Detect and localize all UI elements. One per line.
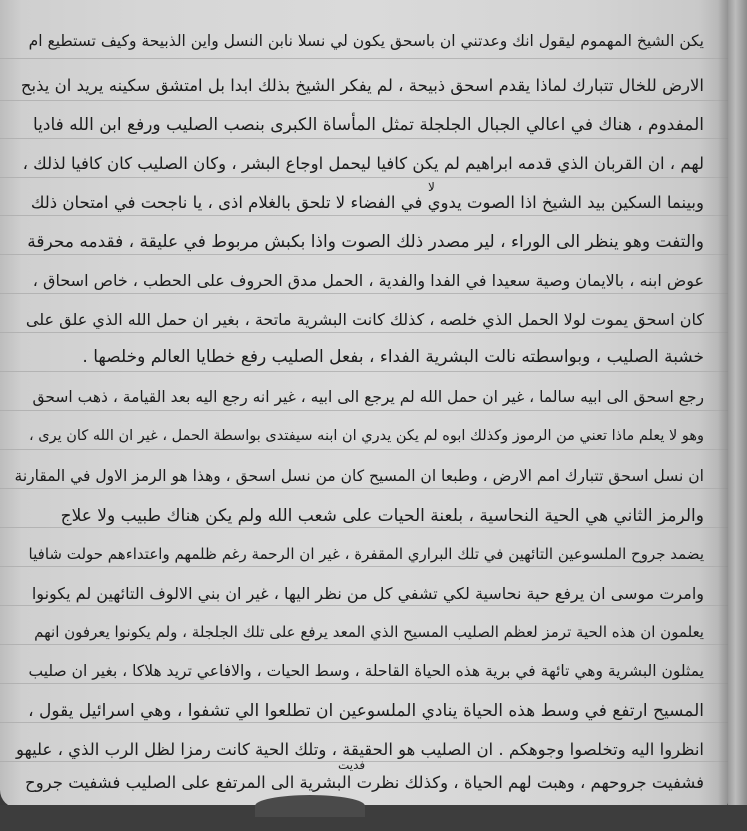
text-line-16: يعلمون ان هذه الحية ترمز لعظم الصليب المسيح الذي المعد يرفع على تلك الجلجلة ، ولم يكونوا يعرفون انهم — [34, 623, 704, 641]
ruled-line — [0, 683, 728, 684]
text-line-9: خشبة الصليب ، وبواسطته نالت البشرية الفداء ، بفعل الصليب رفع خطايا العالم وخلصها . — [82, 347, 704, 367]
text-line-5: وبينما السكين بيد الشيخ اذا الصوت يدوي في الفضاء لا تلحق بالغلام اذى ، يا ناجحت في امتحان ذلك — [30, 193, 704, 212]
text-line-14: يضمد جروح الملسوعين التائهين في تلك البراري المقفرة ، غير ان الرحمة رغم ظلمهم واعتداءهم حولت شافيا — [28, 545, 704, 563]
interlinear-correction: فديت — [338, 758, 366, 772]
text-line-12: ان نسل اسحق تتبارك امم الارض ، وطبعا ان المسيح كان من نسل اسحق ، وهذا هو الرمز الاول في المقارنة — [14, 467, 704, 485]
scan-background — [0, 805, 747, 831]
ruled-line — [0, 644, 728, 645]
ruled-line — [0, 371, 728, 372]
text-line-1: يكن الشيخ المهموم ليقول انك وعدتني ان باسحق يكون لي نسلا نابن النسل واين الذبيحة وكيف تستطيع ام — [28, 32, 704, 50]
text-line-20: فشفيت جروحهم ، وهبت لهم الحياة ، وكذلك نظرت البشرية الى المرتفع على الصليب فشفيت جروح — [25, 773, 704, 792]
ruled-line — [0, 138, 728, 139]
ruled-line — [0, 58, 728, 59]
ruled-line — [0, 215, 728, 216]
text-line-17: يمثلون البشرية وهي تائهة في برية هذه الحياة القاحلة ، وسط الحيات ، والافاعي تريد هلاكا ، بغير ان صليب — [28, 662, 704, 680]
ruled-line — [0, 410, 728, 411]
ruled-line — [0, 488, 728, 489]
text-line-10: رجع اسحق الى ابيه سالما ، غير ان حمل الله لم يرجع الى ابيه ، غير انه رجع اليه بعد القيامة ، ذهب اسحق — [32, 388, 704, 406]
text-line-7: عوض ابنه ، بالايمان وصية سعيدا في الفدا والفدية ، الحمل مدق الحروف على الحطب ، خاص اسحاق ، — [32, 271, 704, 290]
ruled-line — [0, 722, 728, 723]
text-line-19: انظروا اليه وتخلصوا وجوهكم . ان الصليب هو الحقيقة ، وتلك الحية كانت رمزا لظل الرب الذي ، عليهو — [15, 740, 704, 759]
ruled-line — [0, 449, 728, 450]
text-line-8: كان اسحق يموت لولا الحمل الذي خلصه ، كذلك كانت البشرية ماتحة ، بغير ان حمل الله الذي علق على — [25, 310, 704, 329]
text-line-3: المفدوم ، هناك في اعالي الجبال الجلجلة تمثل المأساة الكبرى بنصب الصليب ورفع ابن الله فاديا — [33, 115, 704, 135]
text-line-11: وهو لا يعلم ماذا تعني من الرموز وكذلك ابوه لم يكن يدري ان ابنه سيفتدى بواسطة الحمل ، غير ان الله كان يرى ، — [28, 428, 704, 444]
ruled-line — [0, 293, 728, 294]
text-line-2: الارض للخال تتبارك لماذا يقدم اسحق ذبيحة ، لم يفكر الشيخ بذلك ابدا بل امتشق سكينه يريد ان يذبح — [20, 76, 704, 95]
text-line-6: والتفت وهو ينظر الى الوراء ، لير مصدر ذلك الصوت واذا بكبش مربوط في عليقة ، فقدمه محرقة — [27, 232, 704, 252]
ruled-line — [0, 527, 728, 528]
scan-shadow — [255, 795, 365, 817]
text-line-18: المسيح ارتفع في وسط هذه الحياة ينادي الملسوعين ان تطلعوا الي تشفوا ، وهي اسرائيل يقول ، — [28, 701, 704, 721]
ruled-line — [0, 566, 728, 567]
text-line-4: لهم ، ان القربان الذي قدمه ابراهيم لم يكن كافيا ليحمل اوجاع البشر ، وكان الصليب كان كافيا لذلك ، — [22, 154, 704, 173]
ruled-line — [0, 332, 728, 333]
text-line-13: والرمز الثاني هي الحية النحاسية ، بلعنة الحيات على شعب الله ولم يكن هناك طبيب ولا علاج — [60, 506, 704, 526]
page-binding-edge — [728, 0, 747, 831]
ruled-line — [0, 254, 728, 255]
interlinear-insertion: لا — [428, 180, 435, 194]
ruled-line — [0, 177, 728, 178]
ruled-line — [0, 100, 728, 101]
ruled-line — [0, 605, 728, 606]
text-line-15: وامرت موسى ان يرفع حية نحاسية لكي تشفي كل من نظر اليها ، غير ان بني الالوف التائهين لم يكونوا — [31, 584, 704, 603]
